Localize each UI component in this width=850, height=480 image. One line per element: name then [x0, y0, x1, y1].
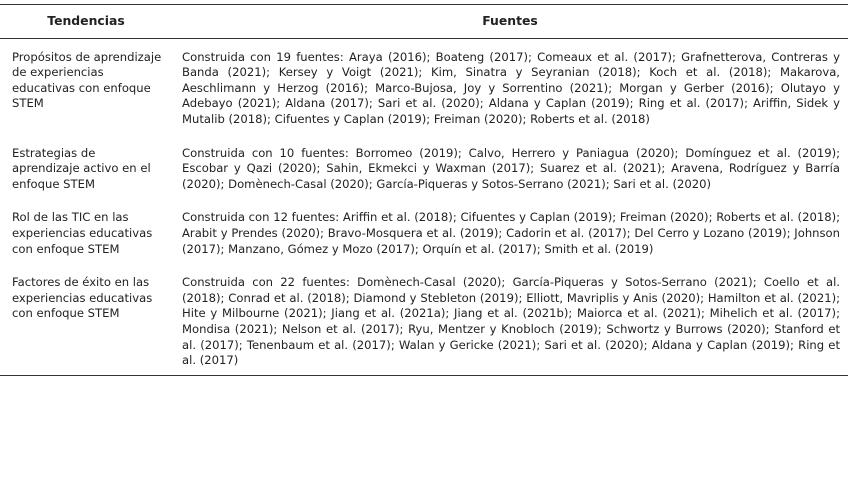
- trend-text: Estrategias de aprendizaje activo en el enfoque STEM: [12, 145, 151, 191]
- sources-text: Construida con 19 fuentes: Araya (2016); Boateng (2017); Comeaux et al. (2017); Grafnetterova, Contreras y Banda (2021); Kersey y Voigt (2021); Kim, Sinatra y Seyranian (2018); Koch et al. (2018); Makarova, Aeschlimann y Herzog (2016); Marco-Bujosa, Joy y Sorrentino (2021); Morgan y Gerber (2016); Olutayo y Adebayo (2021); Aldana (2017); Sari et al. (2020); Aldana y Caplan (2019); Ring et al. (2017); Ariffin, Sidek y Mutalib (2018); Cifuentes y Caplan (2019); Freiman (2020); Roberts et al. (2018): [182, 49, 840, 126]
- trend-cell: [0, 196, 172, 261]
- trend-cell: [0, 132, 172, 197]
- trend-text: Factores de éxito en las experiencias educativas con enfoque STEM: [12, 275, 153, 321]
- table-row: [0, 38, 848, 131]
- table-body: [0, 38, 848, 375]
- sources-cell: [172, 132, 848, 197]
- header-fuentes: Fuentes: [172, 5, 848, 39]
- table-row: [0, 132, 848, 197]
- table-row: [0, 261, 848, 375]
- trend-text: Rol de las TIC en las experiencias educativas con enfoque STEM: [12, 210, 153, 256]
- table-row: [0, 196, 848, 261]
- sources-text: Construida con 22 fuentes: Domènech-Casal (2020); García-Piqueras y Sotos-Serrano (2021); Coello et al. (2018); Conrad et al. (2018); Diamond y Stebleton (2019); Elliott, Mavriplis y Anis (2020); Hamilton et al. (2021); Hite y Milbourne (2021); Jiang et al. (2021a); Jiang et al. (2021b); Maiorca et al. (2021); Mihelich et al. (2017); Mondisa (2021); Nelson et al. (2017); Ryu, Mentzer y Knobloch (2019); Schwortz y Burrows (2020); Stanford et al. (2017); Tenenbaum et al. (2017); Walan y Gericke (2021); Sari et al. (2020); Aldana y Caplan (2019); Ring et al. (2017): [182, 275, 840, 368]
- table-header: [0, 5, 848, 39]
- sources-cell: [172, 38, 848, 131]
- trend-cell: [0, 38, 172, 131]
- sources-cell: [172, 261, 848, 375]
- header-tendencias: Tendencias: [0, 5, 172, 39]
- trend-cell: [0, 261, 172, 375]
- sources-text: Construida con 10 fuentes: Borromeo (2019); Calvo, Herrero y Paniagua (2020); Domínguez et al. (2019); Escobar y Qazi (2020); Sahin, Ekmekci y Waxman (2017); Suarez et al. (2021); Aravena, Rodríguez y Barría (2020); Domènech-Casal (2020); García-Piqueras y Sotos-Serrano (2021); Sari et al. (2020): [182, 145, 840, 191]
- header-row: [0, 5, 848, 39]
- sources-cell: [172, 196, 848, 261]
- trend-text: Propósitos de aprendizaje de experiencias educativas con enfoque STEM: [12, 49, 162, 111]
- trends-sources-table: [0, 4, 848, 376]
- sources-text: Construida con 12 fuentes: Ariffin et al. (2018); Cifuentes y Caplan (2019); Freiman (2020); Roberts et al. (2018); Arabit y Prendes (2020); Bravo-Mosquera et al. (2019); Cadorin et al. (2017); Del Cerro y Lozano (2019); Johnson (2017); Manzano, Gómez y Mozo (2017); Orquín et al. (2017); Smith et al. (2019): [182, 210, 840, 256]
